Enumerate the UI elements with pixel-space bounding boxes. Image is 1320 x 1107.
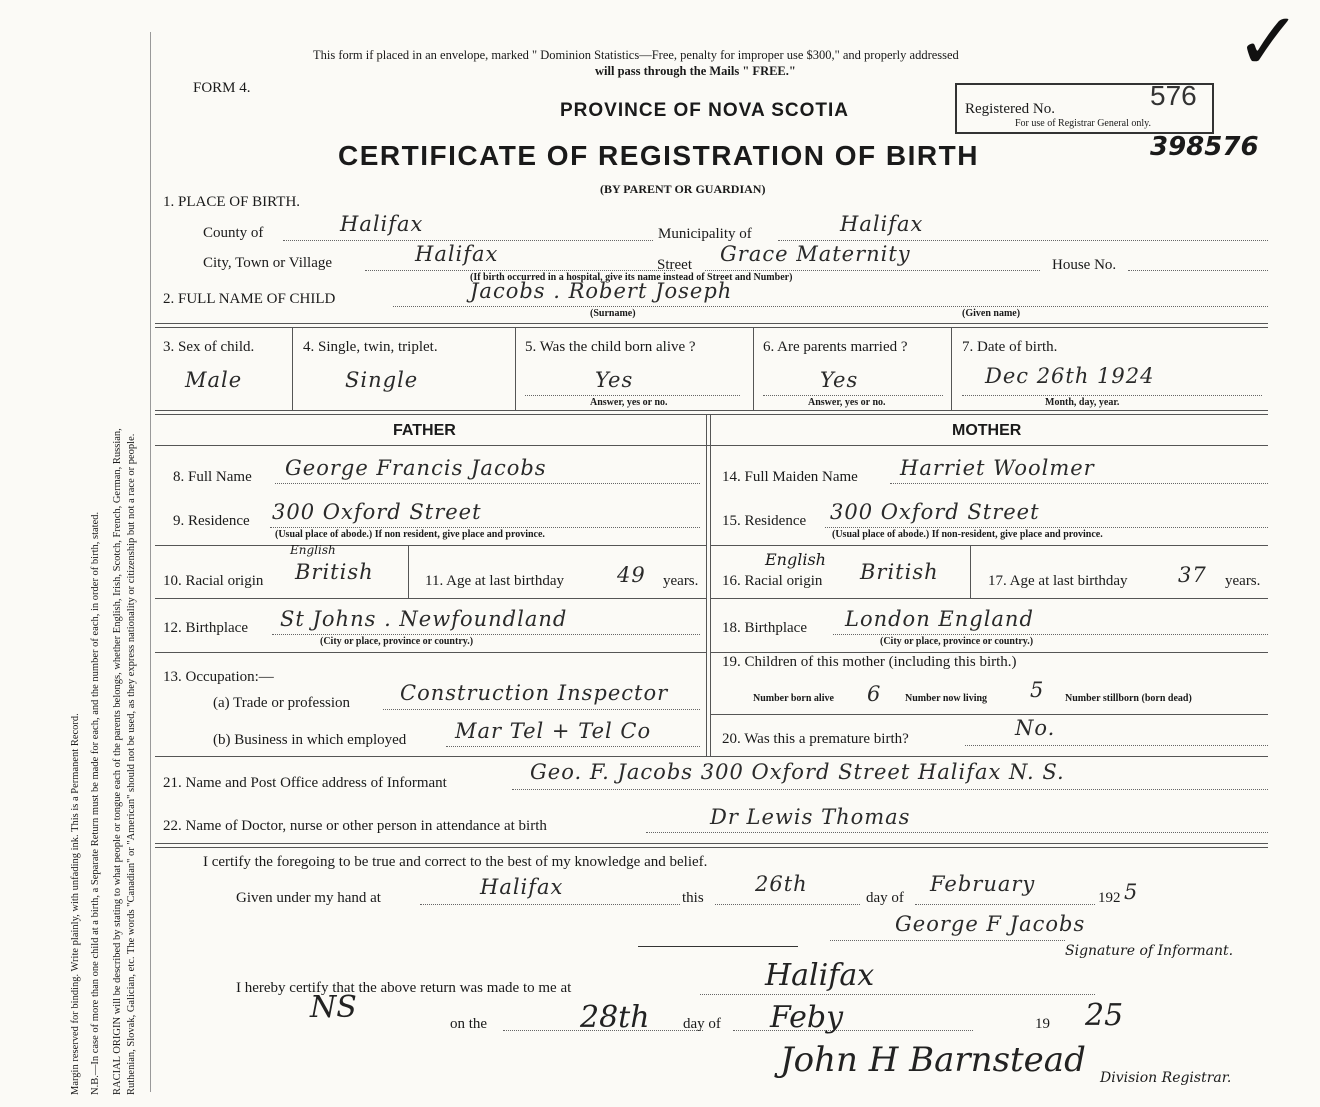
- father-heading: FATHER: [393, 422, 456, 439]
- registrar-year-prefix: 19: [1035, 1016, 1050, 1032]
- date-of-birth-value: Dec 26th 1924: [985, 364, 1155, 388]
- father-age-label: 11. Age at last birthday: [425, 573, 564, 589]
- child-name-label: 2. FULL NAME OF CHILD: [163, 291, 336, 307]
- child-name-value: Jacobs . Robert Joseph: [470, 279, 733, 303]
- informant-value: Geo. F. Jacobs 300 Oxford Street Halifax N. S.: [530, 760, 1065, 784]
- plurality-label: 4. Single, twin, triplet.: [303, 339, 438, 355]
- answer-note-married: Answer, yes or no.: [808, 397, 886, 408]
- form-number: FORM 4.: [193, 80, 251, 96]
- father-racial-value: British: [295, 560, 374, 584]
- born-alive-count-value: 6: [867, 682, 882, 706]
- mother-age-unit: years.: [1225, 573, 1261, 589]
- registrar-place-extra: NS: [310, 990, 357, 1025]
- given-name-note: (Given name): [962, 308, 1021, 319]
- place-of-birth-label: 1. PLACE OF BIRTH.: [163, 194, 301, 210]
- sex-label: 3. Sex of child.: [163, 339, 255, 355]
- trade-label: (a) Trade or profession: [213, 695, 351, 711]
- margin-note-4: Ruthenian, Slovak, Galician, etc. The words "Canadian" or "American" should not be used, as they express nationality or citizenship but not a race or people.: [126, 433, 137, 1095]
- registrar-signature: John H Barnstead: [780, 1040, 1086, 1080]
- hospital-note: (If birth occurred in a hospital, give its name instead of Street and Number): [470, 272, 793, 283]
- surname-note: (Surname): [590, 308, 636, 319]
- registrar-month-value: Feby: [770, 1000, 844, 1035]
- registered-number: 576: [1150, 80, 1197, 111]
- province-title: PROVINCE OF NOVA SCOTIA: [560, 100, 850, 121]
- registered-label: Registered No.: [965, 101, 1055, 117]
- premature-label: 20. Was this a premature birth?: [722, 731, 909, 747]
- certify-statement: I certify the foregoing to be true and correct to the best of my knowledge and belief.: [203, 854, 708, 870]
- mail-notice-2: will pass through the Mails " FREE.": [595, 64, 796, 78]
- living-count-label: Number now living: [905, 693, 988, 704]
- answer-note-alive: Answer, yes or no.: [590, 397, 668, 408]
- stamp-number: 398576: [1150, 132, 1259, 162]
- father-residence-note: (Usual place of abode.) If non resident, give place and province.: [275, 529, 545, 540]
- given-day-of-label: day of: [866, 890, 904, 906]
- mother-heading: MOTHER: [952, 422, 1022, 439]
- informant-signature-label: Signature of Informant.: [1065, 943, 1234, 959]
- born-alive-count-label: Number born alive: [753, 693, 834, 704]
- living-count-value: 5: [1030, 678, 1045, 702]
- registrar-day-value: 28th: [580, 1000, 650, 1035]
- business-label: (b) Business in which employed: [213, 732, 407, 748]
- born-alive-label: 5. Was the child born alive ?: [525, 339, 696, 355]
- certificate-subtitle: (BY PARENT OR GUARDIAN): [600, 182, 766, 196]
- mother-name-label: 14. Full Maiden Name: [722, 469, 858, 485]
- mother-age-label: 17. Age at last birthday: [988, 573, 1128, 589]
- given-this-label: this: [682, 890, 704, 906]
- father-name-label: 8. Full Name: [173, 469, 252, 485]
- date-of-birth-label: 7. Date of birth.: [962, 339, 1058, 355]
- father-age-unit: years.: [663, 573, 699, 589]
- plurality-value: Single: [345, 368, 419, 392]
- parents-married-label: 6. Are parents married ?: [763, 339, 908, 355]
- mail-notice-1: This form if placed in an envelope, marked " Dominion Statistics—Free, penalty for improper use $300," and properly addressed: [313, 48, 959, 62]
- registrar-on-the-label: on the: [450, 1016, 488, 1032]
- mother-birthplace-label: 18. Birthplace: [722, 620, 807, 636]
- father-birthplace-note: (City or place, province or country.): [320, 636, 474, 647]
- certificate-title: CERTIFICATE OF REGISTRATION OF BIRTH: [338, 140, 979, 171]
- attendant-value: Dr Lewis Thomas: [710, 805, 911, 829]
- given-year-prefix: 192: [1098, 890, 1121, 906]
- mother-residence-label: 15. Residence: [722, 513, 807, 529]
- given-month-value: February: [930, 872, 1036, 896]
- occupation-label: 13. Occupation:—: [163, 669, 274, 685]
- county-value: Halifax: [340, 212, 424, 236]
- margin-note-3: RACIAL ORIGIN will be described by stating to what people or tongue each of the parents belongs, whether English, Irish, Scotch, French, German, Russian,: [112, 428, 123, 1095]
- informant-label: 21. Name and Post Office address of Informant: [163, 775, 447, 791]
- mother-name-value: Harriet Woolmer: [900, 456, 1095, 480]
- father-racial-above: English: [290, 543, 336, 557]
- father-name-value: George Francis Jacobs: [285, 456, 547, 480]
- margin-note-2: N.B.—In case of more than one child at a birth, a Separate Return must be made for each, and the number of each, in order of birth, stated.: [90, 511, 101, 1095]
- trade-value: Construction Inspector: [400, 681, 669, 705]
- municipality-label: Municipality of: [658, 226, 752, 242]
- premature-value: No.: [1015, 716, 1056, 740]
- mother-birthplace-note: (City or place, province or country.): [880, 636, 1034, 647]
- born-alive-value: Yes: [595, 368, 634, 392]
- given-day-value: 26th: [755, 872, 808, 896]
- father-birthplace-value: St Johns . Newfoundland: [280, 607, 568, 631]
- stillborn-count-label: Number stillborn (born dead): [1065, 693, 1192, 704]
- sex-value: Male: [185, 368, 243, 392]
- parents-married-value: Yes: [820, 368, 859, 392]
- mother-racial-value: British: [860, 560, 939, 584]
- margin-notes: [0, 0, 150, 1107]
- given-under-hand-label: Given under my hand at: [236, 890, 381, 906]
- father-residence-label: 9. Residence: [173, 513, 250, 529]
- check-mark-icon: ✓: [1235, 0, 1303, 88]
- mother-residence-note: (Usual place of abode.) If non-resident, give place and province.: [832, 529, 1103, 540]
- registrar-statement: I hereby certify that the above return was made to me at: [236, 980, 572, 996]
- registrar-place-value: Halifax: [765, 958, 875, 993]
- city-value: Halifax: [415, 242, 499, 266]
- father-age-value: 49: [617, 563, 646, 587]
- registrar-day-of-label: day of: [683, 1016, 721, 1032]
- street-value: Grace Maternity: [720, 242, 911, 266]
- division-registrar-label: Division Registrar.: [1100, 1070, 1232, 1086]
- registrar-year-value: 25: [1085, 998, 1124, 1033]
- father-racial-label: 10. Racial origin: [163, 573, 264, 589]
- father-residence-value: 300 Oxford Street: [272, 500, 482, 524]
- street-label: Street: [657, 257, 692, 273]
- mother-birthplace-value: London England: [845, 607, 1034, 631]
- children-label: 19. Children of this mother (including this birth.): [722, 654, 1017, 670]
- city-label: City, Town or Village: [203, 255, 333, 271]
- mother-age-value: 37: [1178, 563, 1207, 587]
- date-format-note: Month, day, year.: [1045, 397, 1120, 408]
- given-year-value: 5: [1124, 880, 1139, 904]
- father-birthplace-label: 12. Birthplace: [163, 620, 248, 636]
- given-place-value: Halifax: [480, 875, 564, 899]
- informant-signature: George F Jacobs: [895, 912, 1086, 936]
- attendant-label: 22. Name of Doctor, nurse or other person in attendance at birth: [163, 818, 547, 834]
- mother-racial-label: 16. Racial origin: [722, 573, 823, 589]
- mother-racial-above: English: [765, 550, 826, 569]
- binding-line: [150, 32, 151, 1092]
- municipality-value: Halifax: [840, 212, 924, 236]
- registrar-general-note: For use of Registrar General only.: [1015, 118, 1151, 129]
- house-number-label: House No.: [1052, 257, 1117, 273]
- mother-residence-value: 300 Oxford Street: [830, 500, 1040, 524]
- margin-note-1: Margin reserved for binding. Write plainly, with unfading ink. This is a Permanent Record.: [70, 713, 81, 1095]
- business-value: Mar Tel + Tel Co: [455, 719, 652, 743]
- county-label: County of: [203, 225, 264, 241]
